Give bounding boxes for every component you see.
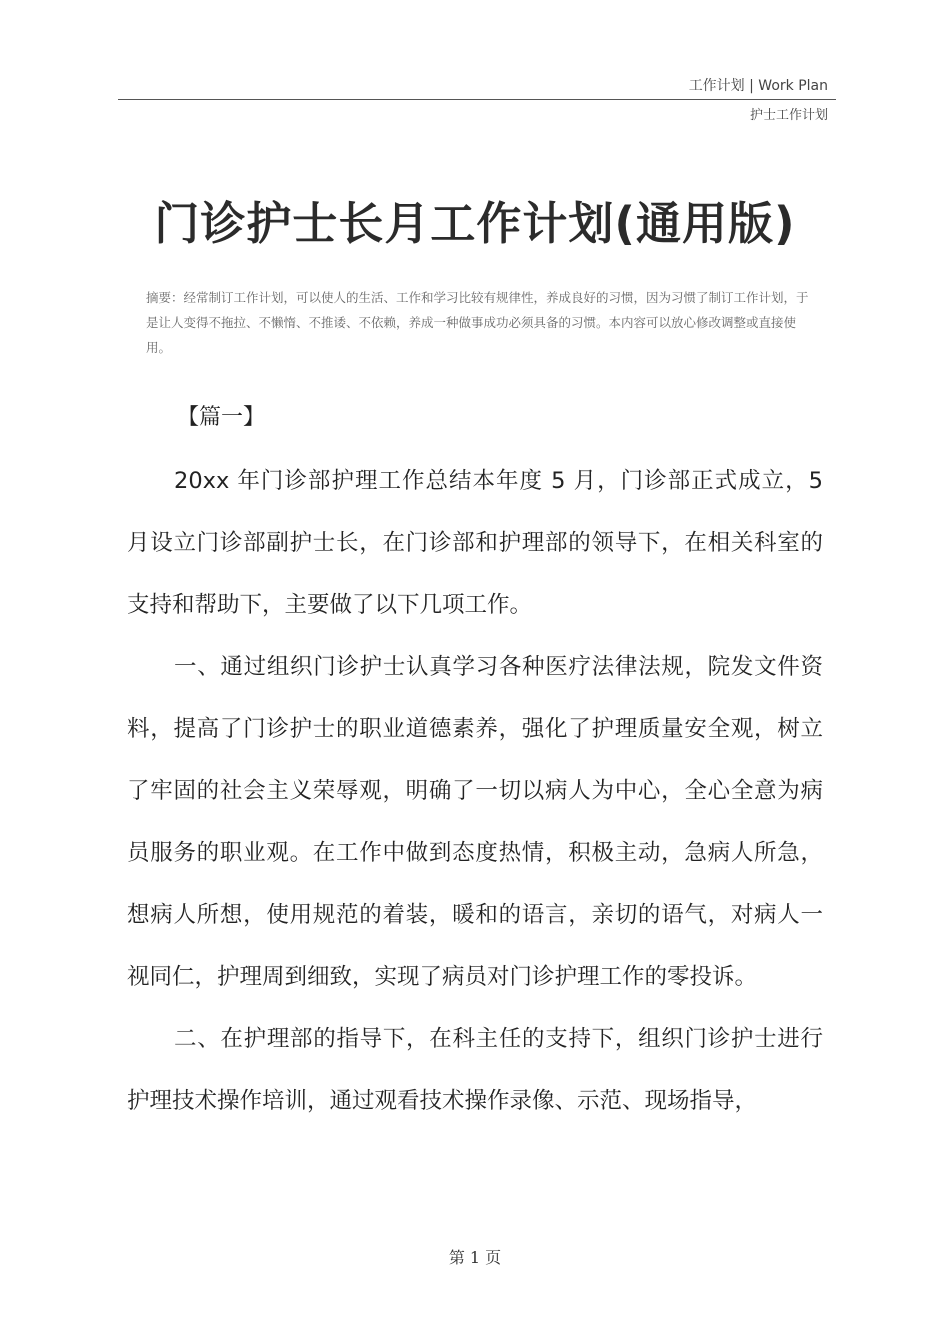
body-paragraph-2: 一、通过组织门诊护士认真学习各种医疗法律法规，院发文件资料，提高了门诊护士的职业道德素养，强化了护理质量安全观，树立了牢固的社会主义荣辱观，明确了一切以病人为中心，全心全意为病员服务的职业观。在工作中做到态度热情，积极主动，急病人所急，想病人所想，使用规范的着装，暖和的语言，亲切的语气，对病人一视同仁，护理周到细致，实现了病员对门诊护理工作的零投诉。 bbox=[127, 654, 823, 990]
page-number: 第 1 页 bbox=[448, 1248, 502, 1267]
body-paragraph-1: 20xx 年门诊部护理工作总结本年度 5 月，门诊部正式成立，5 月设立门诊部副护士长，在门诊部和护理部的领导下，在相关科室的支持和帮助下，主要做了以下几项工作。 bbox=[127, 468, 823, 618]
header-divider bbox=[118, 99, 836, 100]
document-abstract: 摘要：经常制订工作计划，可以使人的生活、工作和学习比较有规律性，养成良好的习惯，因为习惯了制订工作计划，于是让人变得不拖拉、不懒惰、不推诿、不依赖，养成一种做事成功必须具备的习惯。本内容可以放心修改调整或直接使用。 bbox=[146, 290, 809, 355]
header-subcategory: 护士工作计划 bbox=[749, 108, 828, 123]
document-body bbox=[127, 450, 823, 1132]
section-label: 【篇一】 bbox=[177, 405, 266, 430]
document-title: 门诊护士长月工作计划(通用版) bbox=[154, 197, 796, 250]
body-paragraph-3: 二、在护理部的指导下，在科主任的支持下，组织门诊护士进行护理技术操作培训，通过观看技术操作录像、示范、现场指导， bbox=[127, 1026, 823, 1114]
header-category: 工作计划 | Work Plan bbox=[688, 78, 828, 94]
